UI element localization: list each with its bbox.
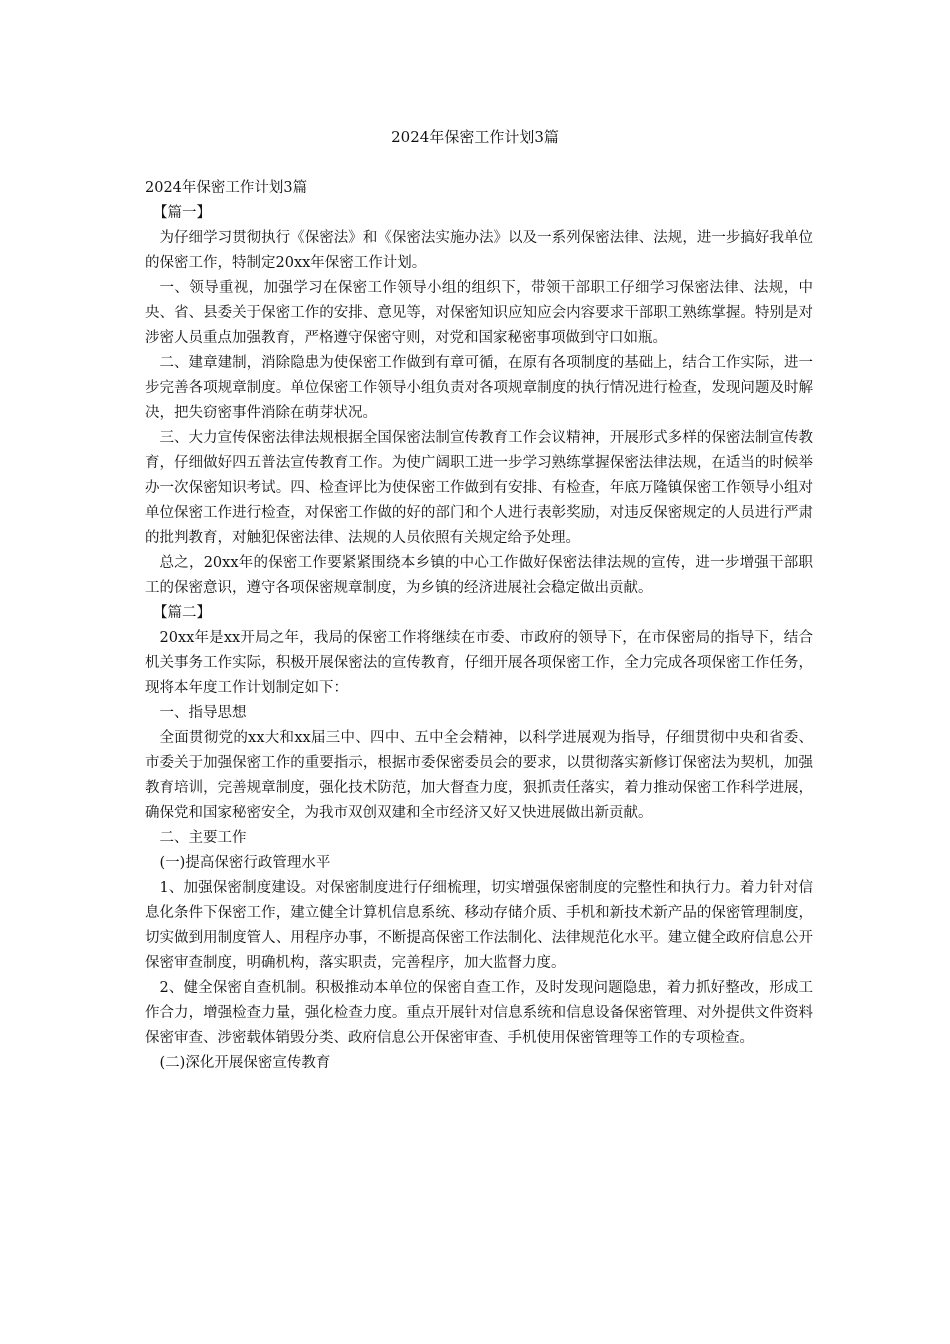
- paragraph: 总之，20xx年的保密工作要紧紧围绕本乡镇的中心工作做好保密法律法规的宣传，进一步增强干部职工的保密意识，遵守各项保密规章制度，为乡镇的经济进展社会稳定做出贡献。: [145, 555, 813, 596]
- paragraph: 一、指导思想: [159, 705, 247, 721]
- paragraph: (一)提高保密行政管理水平: [159, 855, 331, 871]
- document-body: [145, 176, 813, 1076]
- document-title: 2024年保密工作计划3篇: [391, 128, 559, 146]
- paragraph: 全面贯彻党的xx大和xx届三中、四中、五中全会精神，以科学进展观为指导，仔细贯彻中央和省委、市委关于加强保密工作的重要指示，根据市委保密委员会的要求，以贯彻落实新修订保密法为契机，加强教育培训，完善规章制度，强化技术防范，加大督查力度，狠抓责任落实，着力推动保密工作科学进展，确保党和国家秘密安全，为我市双创双建和全市经济又好又快进展做出新贡献。: [145, 730, 813, 821]
- paragraph: 20xx年是xx开局之年，我局的保密工作将继续在市委、市政府的领导下，在市保密局的指导下，结合机关事务工作实际，积极开展保密法的宣传教育，仔细开展各项保密工作，全力完成各项保密工作任务，现将本年度工作计划制定如下：: [145, 630, 813, 696]
- paragraph: (二)深化开展保密宣传教育: [159, 1055, 331, 1071]
- paragraph: 三、大力宣传保密法律法规根据全国保密法制宣传教育工作会议精神，开展形式多样的保密法制宣传教育，仔细做好四五普法宣传教育工作。为使广阔职工进一步学习熟练掌握保密法律法规，在适当的时候举办一次保密知识考试。四、检查评比为使保密工作做到有安排、有检查，年底万隆镇保密工作领导小组对单位保密工作进行检查，对保密工作做的好的部门和个人进行表彰奖励，对违反保密规定的人员进行严肃的批判教育，对触犯保密法律、法规的人员依照有关规定给予处理。: [145, 430, 813, 546]
- section-heading-2: 【篇二】: [153, 605, 211, 621]
- document-subtitle: 2024年保密工作计划3篇: [145, 180, 308, 196]
- paragraph: 为仔细学习贯彻执行《保密法》和《保密法实施办法》以及一系列保密法律、法规，进一步搞好我单位的保密工作，特制定20xx年保密工作计划。: [145, 230, 813, 271]
- paragraph: 2、健全保密自查机制。积极推动本单位的保密自查工作，及时发现问题隐患，着力抓好整改，形成工作合力，增强检查力量，强化检查力度。重点开展针对信息系统和信息设备保密管理、对外提供文件资料保密审查、涉密载体销毁分类、政府信息公开保密审查、手机使用保密管理等工作的专项检查。: [145, 980, 813, 1046]
- paragraph: 一、领导重视，加强学习在保密工作领导小组的组织下，带领干部职工仔细学习保密法律、法规，中央、省、县委关于保密工作的安排、意见等，对保密知识应知应会内容要求干部职工熟练掌握。特别是对涉密人员重点加强教育，严格遵守保密守则，对党和国家秘密事项做到守口如瓶。: [145, 280, 813, 346]
- paragraph: 二、建章建制，消除隐患为使保密工作做到有章可循，在原有各项制度的基础上，结合工作实际，进一步完善各项规章制度。单位保密工作领导小组负责对各项规章制度的执行情况进行检查，发现问题及时解决，把失窃密事件消除在萌芽状况。: [145, 355, 813, 421]
- paragraph: 1、加强保密制度建设。对保密制度进行仔细梳理，切实增强保密制度的完整性和执行力。着力针对信息化条件下保密工作，建立健全计算机信息系统、移动存储介质、手机和新技术新产品的保密管理制度，切实做到用制度管人、用程序办事，不断提高保密工作法制化、法律规范化水平。建立健全政府信息公开保密审查制度，明确机构，落实职责，完善程序，加大监督力度。: [145, 880, 813, 971]
- paragraph: 二、主要工作: [159, 830, 247, 846]
- section-heading-1: 【篇一】: [153, 205, 211, 221]
